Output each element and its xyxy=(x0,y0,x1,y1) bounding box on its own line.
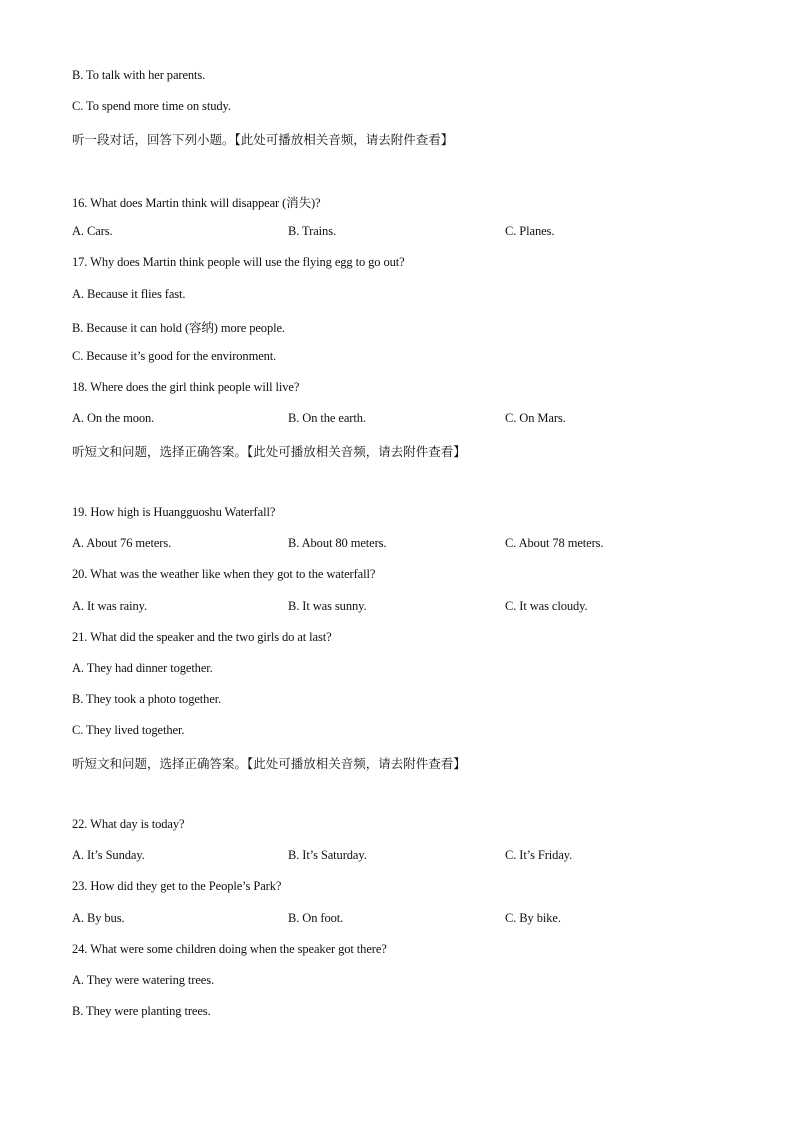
option-b: B. About 80 meters. xyxy=(288,536,387,550)
option-c: C. It was cloudy. xyxy=(505,599,588,613)
question-22: 22. What day is today? xyxy=(72,817,185,831)
question-17-option-a: A. Because it flies fast. xyxy=(72,287,186,301)
option-b: B. On foot. xyxy=(288,911,344,925)
question-19: 19. How high is Huangguoshu Waterfall? xyxy=(72,505,276,519)
option-c: C. Planes. xyxy=(505,224,555,238)
option-a: A. It was rainy. xyxy=(72,599,147,613)
section-instruction-3: 听短文和问题，选择正确答案。【此处可播放相关音频，请去附件查看】 xyxy=(72,756,466,771)
option-b: B. Trains. xyxy=(288,224,336,238)
option-c: C. By bike. xyxy=(505,911,561,925)
question-21-option-b: B. They took a photo together. xyxy=(72,692,222,706)
option-a: A. About 76 meters. xyxy=(72,536,172,550)
question-24: 24. What were some children doing when the speaker got there? xyxy=(72,942,387,956)
option-c: C. About 78 meters. xyxy=(505,536,604,550)
question-21-option-c: C. They lived together. xyxy=(72,723,185,737)
question-17-option-c: C. Because it’s good for the environment. xyxy=(72,349,277,363)
section-instruction-2: 听短文和问题，选择正确答案。【此处可播放相关音频，请去附件查看】 xyxy=(72,444,466,459)
option-c: C. It’s Friday. xyxy=(505,848,573,862)
option-a: A. On the moon. xyxy=(72,411,155,425)
question-21: 21. What did the speaker and the two girls do at last? xyxy=(72,630,332,644)
option-b-q15: B. To talk with her parents. xyxy=(72,68,206,82)
option-a: A. Cars. xyxy=(72,224,113,238)
question-17-option-b: B. Because it can hold (容纳) more people. xyxy=(72,321,285,335)
question-16: 16. What does Martin think will disappear (消失)? xyxy=(72,196,321,210)
option-c-q15: C. To spend more time on study. xyxy=(72,99,231,113)
section-instruction-1: 听一段对话，回答下列小题。【此处可播放相关音频，请去附件查看】 xyxy=(72,132,454,147)
option-b: B. On the earth. xyxy=(288,411,366,425)
option-c: C. On Mars. xyxy=(505,411,566,425)
question-20: 20. What was the weather like when they got to the waterfall? xyxy=(72,567,376,581)
question-17: 17. Why does Martin think people will use the flying egg to go out? xyxy=(72,255,405,269)
question-24-option-a: A. They were watering trees. xyxy=(72,973,215,987)
option-b: B. It was sunny. xyxy=(288,599,367,613)
question-23: 23. How did they get to the People’s Park? xyxy=(72,879,282,893)
option-a: A. By bus. xyxy=(72,911,125,925)
question-24-option-b: B. They were planting trees. xyxy=(72,1004,211,1018)
option-b: B. It’s Saturday. xyxy=(288,848,367,862)
question-18: 18. Where does the girl think people will live? xyxy=(72,380,300,394)
option-a: A. It’s Sunday. xyxy=(72,848,145,862)
question-21-option-a: A. They had dinner together. xyxy=(72,661,213,675)
